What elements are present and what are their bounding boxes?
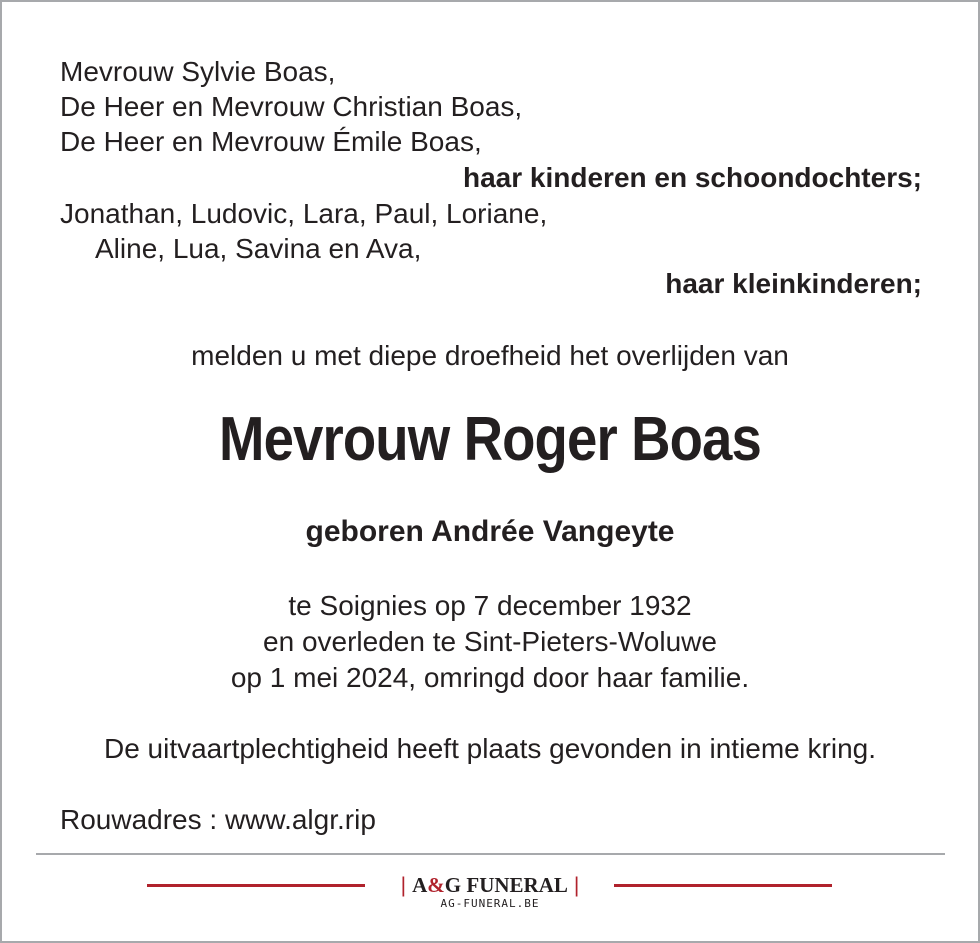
family-line-3: De Heer en Mevrouw Émile Boas, [60, 126, 482, 157]
footer-divider [36, 853, 945, 855]
children-label: haar kinderen en schoondochters; [463, 162, 922, 193]
death-place-line: en overleden te Sint-Pieters-Woluwe [263, 626, 717, 657]
death-date-line: op 1 mei 2024, omringd door haar familie. [230, 662, 750, 693]
logo-suffix: G FUNERAL [444, 873, 568, 897]
logo-bar-right: | [573, 874, 580, 897]
funeral-logo [0, 872, 980, 899]
announcement-intro: melden u met diepe droefheid het overlijden van [191, 340, 789, 371]
grandchildren-line-2: Aline, Lua, Savina en Ava, [95, 233, 422, 264]
grandchildren-line-1: Jonathan, Ludovic, Lara, Paul, Loriane, [60, 198, 548, 229]
logo-url: AG-FUNERAL.BE [440, 897, 540, 910]
logo-bar-left: | [400, 874, 407, 897]
family-line-2: De Heer en Mevrouw Christian Boas, [60, 91, 523, 122]
grandchildren-label: haar kleinkinderen; [665, 268, 922, 299]
logo-amp: & [427, 873, 445, 897]
logo-prefix: A [412, 873, 428, 897]
address-line: Rouwadres : www.algr.rip [60, 804, 376, 835]
born-name: geboren Andrée Vangeyte [305, 515, 675, 548]
ceremony-line: De uitvaartplechtigheid heeft plaats gevonden in intieme kring. [103, 733, 877, 764]
deceased-name: Mevrouw Roger Boas [219, 405, 761, 474]
family-line-1: Mevrouw Sylvie Boas, [60, 56, 336, 87]
birth-line: te Soignies op 7 december 1932 [288, 590, 692, 621]
